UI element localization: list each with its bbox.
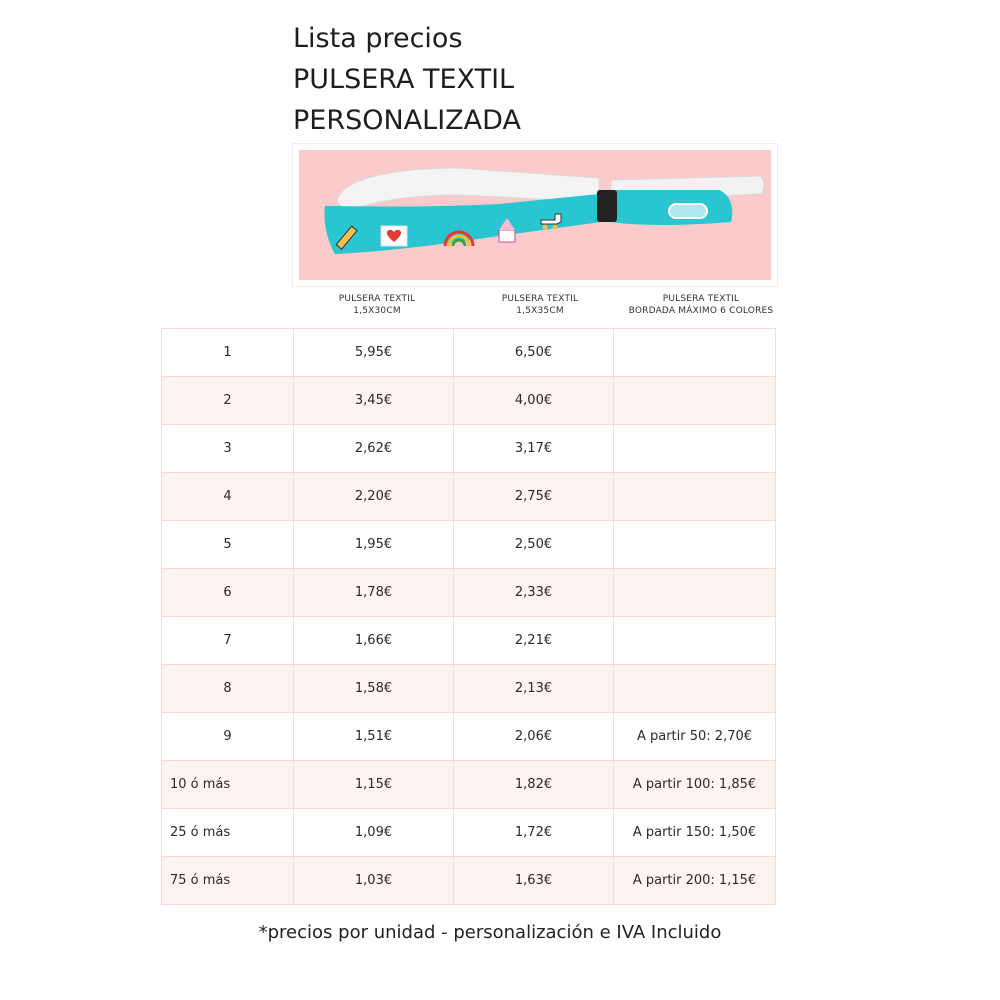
price-30cm-cell: 1,95€	[294, 521, 454, 569]
table-row	[162, 857, 776, 905]
price-embroidered-cell: A partir 50: 2,70€	[614, 713, 776, 761]
price-35cm-cell: 2,50€	[454, 521, 614, 569]
price-embroidered-cell: A partir 100: 1,85€	[614, 761, 776, 809]
price-35cm-cell: 2,21€	[454, 617, 614, 665]
price-35cm-cell: 4,00€	[454, 377, 614, 425]
price-30cm-cell: 1,51€	[294, 713, 454, 761]
quantity-cell: 9	[162, 713, 294, 761]
table-row	[162, 809, 776, 857]
price-embroidered-cell	[614, 521, 776, 569]
price-35cm-cell: 2,13€	[454, 665, 614, 713]
table-row	[162, 713, 776, 761]
quantity-cell: 5	[162, 521, 294, 569]
price-30cm-cell: 3,45€	[294, 377, 454, 425]
table-row	[162, 569, 776, 617]
price-35cm-cell: 2,33€	[454, 569, 614, 617]
price-30cm-cell: 1,78€	[294, 569, 454, 617]
quantity-cell: 3	[162, 425, 294, 473]
quantity-cell: 4	[162, 473, 294, 521]
price-30cm-cell: 1,15€	[294, 761, 454, 809]
quantity-cell: 75 ó más	[162, 857, 294, 905]
footnote: *precios por unidad - personalización e IVA Incluido	[258, 922, 722, 943]
column-header-35cm: PULSERA TEXTIL 1,5X35CM	[501, 294, 579, 316]
price-embroidered-cell	[614, 665, 776, 713]
pool-icon	[669, 204, 707, 218]
price-30cm-cell: 1,58€	[294, 665, 454, 713]
quantity-cell: 7	[162, 617, 294, 665]
title-line-1: Lista precios	[293, 23, 463, 54]
title-line-3: PERSONALIZADA	[293, 105, 521, 136]
price-35cm-cell: 1,72€	[454, 809, 614, 857]
table-row	[162, 665, 776, 713]
price-30cm-cell: 2,62€	[294, 425, 454, 473]
price-30cm-cell: 1,66€	[294, 617, 454, 665]
page-title	[293, 18, 521, 141]
price-30cm-cell: 2,20€	[294, 473, 454, 521]
price-30cm-cell: 1,09€	[294, 809, 454, 857]
table-row	[162, 377, 776, 425]
price-35cm-cell: 1,63€	[454, 857, 614, 905]
price-embroidered-cell	[614, 329, 776, 377]
price-30cm-cell: 1,03€	[294, 857, 454, 905]
price-embroidered-cell	[614, 425, 776, 473]
quantity-cell: 1	[162, 329, 294, 377]
quantity-cell: 25 ó más	[162, 809, 294, 857]
quantity-cell: 6	[162, 569, 294, 617]
puzzle-heart-icon	[381, 226, 407, 246]
table-row	[162, 329, 776, 377]
price-embroidered-cell	[614, 473, 776, 521]
table-row	[162, 473, 776, 521]
table-row	[162, 617, 776, 665]
price-30cm-cell: 5,95€	[294, 329, 454, 377]
price-embroidered-cell: A partir 200: 1,15€	[614, 857, 776, 905]
table-row	[162, 521, 776, 569]
price-35cm-cell: 1,82€	[454, 761, 614, 809]
title-line-2: PULSERA TEXTIL	[293, 64, 515, 95]
price-35cm-cell: 2,75€	[454, 473, 614, 521]
column-header-30cm: PULSERA TEXTIL 1,5X30CM	[338, 294, 416, 316]
quantity-cell: 10 ó más	[162, 761, 294, 809]
price-embroidered-cell	[614, 377, 776, 425]
price-embroidered-cell	[614, 569, 776, 617]
price-35cm-cell: 3,17€	[454, 425, 614, 473]
quantity-cell: 8	[162, 665, 294, 713]
quantity-cell: 2	[162, 377, 294, 425]
table-row	[162, 761, 776, 809]
price-35cm-cell: 2,06€	[454, 713, 614, 761]
price-embroidered-cell	[614, 617, 776, 665]
price-embroidered-cell: A partir 150: 1,50€	[614, 809, 776, 857]
price-35cm-cell: 6,50€	[454, 329, 614, 377]
price-table	[161, 328, 776, 905]
column-header-embroidered: PULSERA TEXTIL BORDADA MÁXIMO 6 COLORES	[628, 294, 774, 316]
clasp-icon	[597, 190, 617, 222]
table-row	[162, 425, 776, 473]
wristband-product-image	[299, 150, 771, 280]
